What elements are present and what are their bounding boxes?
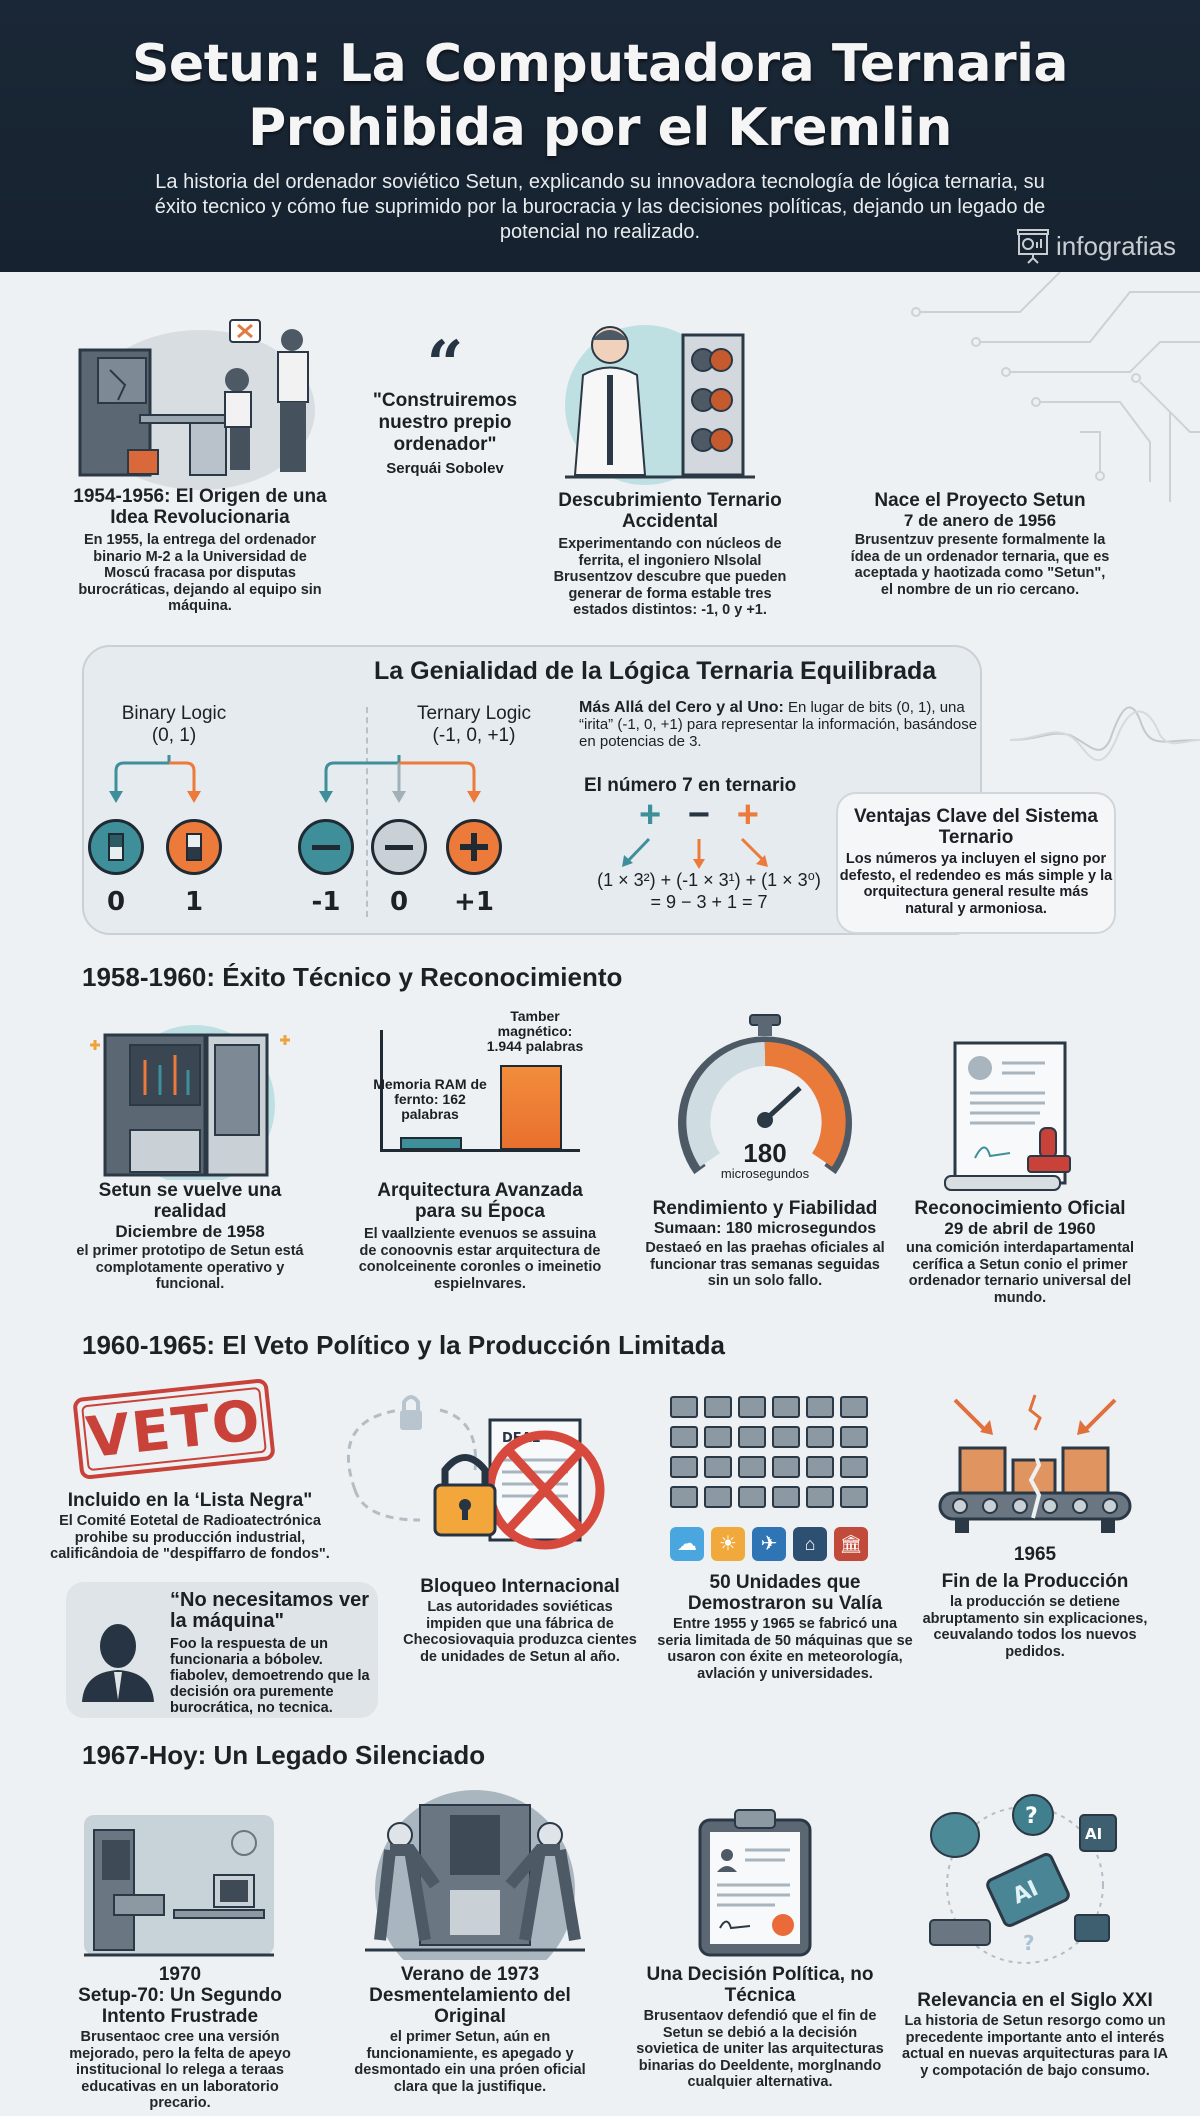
ternary-state-minus-one: -1 bbox=[311, 887, 341, 917]
section-heading-success: 1958-1960: Éxito Técnico y Reconocimiento bbox=[82, 962, 623, 992]
blockade-card bbox=[400, 1576, 640, 1665]
architecture-card bbox=[355, 1180, 605, 1292]
unit-icon bbox=[806, 1486, 834, 1508]
brand-name: infografias bbox=[1056, 230, 1176, 261]
advantages-title: Ventajas Clave del Sistema Ternario bbox=[854, 806, 1098, 848]
zero-icon bbox=[371, 819, 427, 875]
bar-drum bbox=[500, 1065, 562, 1150]
section-heading-legacy: 1967-Hoy: Un Legado Silenciado bbox=[82, 1740, 486, 1770]
ternary-state-plus-one: +1 bbox=[454, 887, 494, 917]
bar-ram-label: Memoria RAM de fernto: 162 palabras bbox=[373, 1076, 487, 1122]
quote-icon: “ bbox=[426, 327, 464, 402]
discovery-card bbox=[540, 490, 800, 619]
svg-text:?: ? bbox=[1025, 1804, 1038, 1829]
unit-icon bbox=[704, 1486, 732, 1508]
logic-divider bbox=[366, 707, 368, 917]
international-blockade-icon bbox=[340, 1390, 620, 1570]
ternary-formula: (1 × 3²) + (-1 × 3¹) + (1 × 3⁰) = 9 − 3 + 1 = 7 bbox=[597, 870, 821, 912]
recognition-desc: una comición interdapartamental cerífica a Setun conio el primer ordenador ternario universal del mundo. bbox=[905, 1240, 1135, 1306]
blacklist-card bbox=[40, 1490, 340, 1563]
advantages-desc: Los números ya incluyen el signo por defesto, el redendeo es más simple y la orquitectura general resulte más natural y armoniosa. bbox=[839, 851, 1113, 917]
project-desc: Brusentzuv presente formalmente la ídea de un ordenador ternaria, que es aceptada y haotizada como "Setun", el nombre de un rio cercano. bbox=[850, 532, 1110, 598]
binary-state-1: 1 bbox=[184, 887, 204, 917]
sobolev-quote bbox=[360, 327, 530, 477]
scientist-ferrite-cores-illustration bbox=[565, 315, 765, 490]
blockade-title: Bloqueo Internacional bbox=[420, 1576, 620, 1597]
gauge-value: 180 bbox=[743, 1138, 787, 1168]
bar-drum-label: Tamber magnético: 1.944 palabras bbox=[486, 1008, 584, 1054]
project-date: 7 de anero de 1956 bbox=[903, 511, 1057, 530]
end-year: 1965 bbox=[1013, 1544, 1057, 1565]
unit-icon bbox=[840, 1486, 868, 1508]
branch-arrows bbox=[84, 747, 564, 807]
setun70-year: 1970 bbox=[158, 1964, 202, 1985]
waveform-decoration bbox=[1010, 690, 1200, 780]
header-banner bbox=[0, 0, 1200, 272]
recognition-card bbox=[900, 1198, 1140, 1306]
ai-chip-label: AI bbox=[1008, 1876, 1043, 1910]
dismantle-desc: el primer Setun, aún en funcionamiente, es apegado y desmontado ein una próen oficial clara que la justifique. bbox=[354, 2029, 586, 2095]
veto-stamp-text: VETO bbox=[83, 1387, 265, 1471]
end-title: Fin de la Producción bbox=[941, 1571, 1129, 1592]
bar-ram bbox=[400, 1137, 462, 1150]
dismantling-illustration bbox=[360, 1790, 590, 1960]
page-title bbox=[0, 32, 1200, 160]
reality-desc: el primer prototipo de Setun está complotamente operativo y funcional. bbox=[76, 1243, 304, 1292]
relevance-title: Relevancia en el Siglo XXI bbox=[917, 1990, 1153, 2011]
relevance-desc: La historia de Setun resorgo como un precedente importante anto el interés actual en nuevas arquitecturas para IA y compotación de bajo consumo. bbox=[902, 2013, 1168, 2079]
performance-card bbox=[640, 1198, 890, 1290]
ai-chip-network-icon bbox=[925, 1790, 1125, 1965]
architecture-title: Arquitectura Avanzada para su Época bbox=[377, 1180, 583, 1222]
gauge-unit: microsegundos bbox=[720, 1166, 810, 1181]
minus-one-icon bbox=[298, 819, 354, 875]
recognition-date: 29 de abril de 1960 bbox=[944, 1219, 1096, 1238]
veto-stamp bbox=[72, 1378, 275, 1480]
origin-title: 1954-1956: El Origen de una Idea Revolucionaria bbox=[73, 486, 327, 528]
binary-logic-label: Binary Logic (0, 1) bbox=[121, 703, 227, 746]
reality-date: Diciembre de 1958 bbox=[115, 1222, 265, 1241]
dismantle-title: Desmentelamiento del Original bbox=[369, 1985, 571, 2027]
unit-icon bbox=[840, 1426, 868, 1448]
setun70-title: Setup-70: Un Segundo Intento Frustrade bbox=[78, 1985, 282, 2027]
blacklist-desc: El Comité Eotetal de Radioatectrónica prohibe su producción industrial, calificândoia de "despiffarro de fondos". bbox=[50, 1513, 330, 1562]
unit-icon bbox=[806, 1426, 834, 1448]
relevance-card bbox=[900, 1990, 1170, 2079]
memory-bar-chart bbox=[370, 1008, 590, 1165]
sun-icon: ☀ bbox=[711, 1527, 745, 1561]
brand-logo bbox=[1016, 228, 1176, 264]
ternary-state-zero: 0 bbox=[389, 887, 409, 917]
unit-icon bbox=[840, 1396, 868, 1418]
lab-computer-illustration bbox=[84, 1815, 274, 1960]
ternary-logic-label: Ternary Logic (-1, 0, +1) bbox=[416, 703, 532, 746]
university-building-icon: 🏛 bbox=[834, 1527, 868, 1561]
reality-card bbox=[70, 1180, 310, 1293]
binary-one-switch-icon bbox=[166, 819, 222, 875]
project-card bbox=[850, 490, 1110, 598]
unit-icon bbox=[670, 1486, 698, 1508]
political-card bbox=[635, 1964, 885, 2091]
broken-conveyor-icon bbox=[935, 1390, 1135, 1540]
advantages-card bbox=[836, 792, 1116, 934]
computer-units-grid bbox=[670, 1396, 870, 1508]
page-subtitle: La historia del ordenador soviético Setun, explicando su innovadora tecnología de lógica ternaria, su éxito tecnico y cómo fue suprimido por la burocracia y las decisiones políticas, dejando un legado de potencial no realizado. bbox=[154, 171, 1046, 243]
unit-icon bbox=[806, 1396, 834, 1418]
unit-icon bbox=[840, 1456, 868, 1478]
broken-computer-illustration bbox=[70, 310, 320, 490]
unit-icon bbox=[772, 1426, 800, 1448]
discovery-desc: Experimentando con núcleos de ferrita, el ingoniero Nlsolal Brusentzov descubre que pueden generar de forma estable tres estados distintos: -1, 0 y +1. bbox=[553, 536, 787, 618]
end-desc: la producción se detiene abruptamento sin explicaciones, ceuvalando todos los nuevos pedidos. bbox=[922, 1594, 1148, 1660]
svg-text:?: ? bbox=[1023, 1931, 1035, 1955]
setun70-card bbox=[60, 1964, 300, 2112]
end-production-card bbox=[920, 1544, 1150, 1660]
unit-icon bbox=[806, 1456, 834, 1478]
binary-zero-switch-icon bbox=[88, 819, 144, 875]
units-title: 50 Unidades que Demostraron su Valía bbox=[687, 1572, 883, 1614]
project-title: Nace el Proyecto Setun bbox=[874, 490, 1086, 511]
dismantle-card bbox=[340, 1964, 600, 2095]
performance-subtitle: Sumaan: 180 microsegundos bbox=[653, 1220, 877, 1237]
seven-trits: + − + bbox=[639, 794, 759, 836]
certificate-stamp-icon bbox=[940, 1028, 1090, 1198]
no-machine-quote-box bbox=[66, 1582, 378, 1718]
setun-computer-illustration bbox=[85, 1010, 305, 1180]
circuit-lines-decoration bbox=[900, 272, 1200, 502]
clipboard-document-icon bbox=[695, 1800, 815, 1960]
section-heading-veto: 1960-1965: El Veto Político y la Producción Limitada bbox=[82, 1330, 725, 1360]
title-line-2: Prohibida por el Kremlin bbox=[248, 98, 952, 158]
plus-one-icon bbox=[446, 819, 502, 875]
unit-icon bbox=[704, 1396, 732, 1418]
reality-title: Setun se vuelve una realidad bbox=[98, 1180, 282, 1222]
graduation-icon: ⌂ bbox=[793, 1527, 827, 1561]
setun70-desc: Brusentaoc cree una versión mejorado, pero la felta de apeyo institucional lo relega a teraas educativas en un laboratorio precario. bbox=[69, 2029, 291, 2111]
logic-title: La Genialidad de la Lógica Ternaria Equilibrada bbox=[374, 657, 937, 685]
discovery-title: Descubrimiento Ternario Accidental bbox=[558, 490, 782, 532]
unit-icon bbox=[704, 1456, 732, 1478]
svg-text:AI: AI bbox=[1085, 1825, 1103, 1843]
performance-title: Rendimiento y Fiabilidad bbox=[652, 1198, 878, 1219]
origin-desc: En 1955, la entrega del ordenador binario M-2 a la Universidad de Moscú fracasa por disputas burocráticas, dejando al equipo sin máquina. bbox=[78, 532, 322, 614]
trit-explanation: Más Allá del Cero y al Uno: En lugar de bits (0, 1), una “irita” (-1, 0, +1) para representar la información, basándose en potencias de 3. bbox=[579, 699, 978, 750]
unit-icon bbox=[738, 1456, 766, 1478]
architecture-desc: El vaallziente evenuos se assuina de conoovnis estar arquitectura de conolceinente coronles o imeinetio espielnvares. bbox=[358, 1226, 602, 1292]
deal-document-label: DEAL bbox=[502, 1431, 541, 1446]
unit-icon bbox=[670, 1426, 698, 1448]
political-title: Una Decisión Política, no Técnica bbox=[646, 1964, 874, 2006]
dismantle-year: Verano de 1973 bbox=[400, 1964, 540, 1985]
no-machine-desc: Foo la respuesta de un funcionaria a bóbolev. fiabolev, demoetrendo que la decisión ora puremente burocrática, no tecnica. bbox=[170, 1636, 370, 1716]
performance-desc: Destaeó en las praehas oficiales al funcionar tras semanas seguidas sin un solo fallo. bbox=[645, 1240, 885, 1289]
seven-title: El número 7 en ternario bbox=[584, 775, 797, 796]
unit-icon bbox=[670, 1456, 698, 1478]
unit-icon bbox=[704, 1426, 732, 1448]
no-machine-title: “No necesitamos ver la máquina" bbox=[170, 1589, 369, 1632]
usage-icons bbox=[670, 1527, 868, 1561]
weather-cloud-icon: ☁ bbox=[670, 1527, 704, 1561]
title-line-1: Setun: La Computadora Ternaria bbox=[131, 34, 1069, 94]
origin-card bbox=[70, 486, 330, 615]
presentation-chart-icon bbox=[1016, 228, 1050, 264]
units-card bbox=[655, 1572, 915, 1682]
official-silhouette-icon bbox=[80, 1622, 156, 1702]
political-desc: Brusentaov defendió que el fin de Setun se debió a la decisión sovietica de uniter las arquitecturas binarias do Deeldente, morglnando cualquier alternativa. bbox=[636, 2008, 884, 2090]
quote-text: "Construiremos nuestro prepio ordenador" bbox=[372, 390, 518, 455]
unit-icon bbox=[738, 1396, 766, 1418]
blockade-desc: Las autoridades soviéticas impiden que una fábrica de Checosiovaquia produzca cientes de unidades de Setun al año. bbox=[403, 1599, 637, 1665]
recognition-title: Reconocimiento Oficial bbox=[914, 1198, 1126, 1219]
blacklist-title: Incluido en la ‘Lista Negra" bbox=[67, 1490, 313, 1511]
trit-arrows bbox=[614, 835, 784, 871]
unit-icon bbox=[738, 1426, 766, 1448]
unit-icon bbox=[772, 1486, 800, 1508]
unit-icon bbox=[738, 1486, 766, 1508]
quote-author: Serquái Sobolev bbox=[386, 460, 504, 477]
unit-icon bbox=[772, 1456, 800, 1478]
binary-state-0: 0 bbox=[106, 887, 126, 917]
airplane-icon: ✈ bbox=[752, 1527, 786, 1561]
unit-icon bbox=[670, 1396, 698, 1418]
unit-icon bbox=[772, 1396, 800, 1418]
units-desc: Entre 1955 y 1965 se fabricó una seria limitada de 50 máquinas que se usaron con éxite en meteorología, avlación y universidades. bbox=[657, 1616, 913, 1682]
